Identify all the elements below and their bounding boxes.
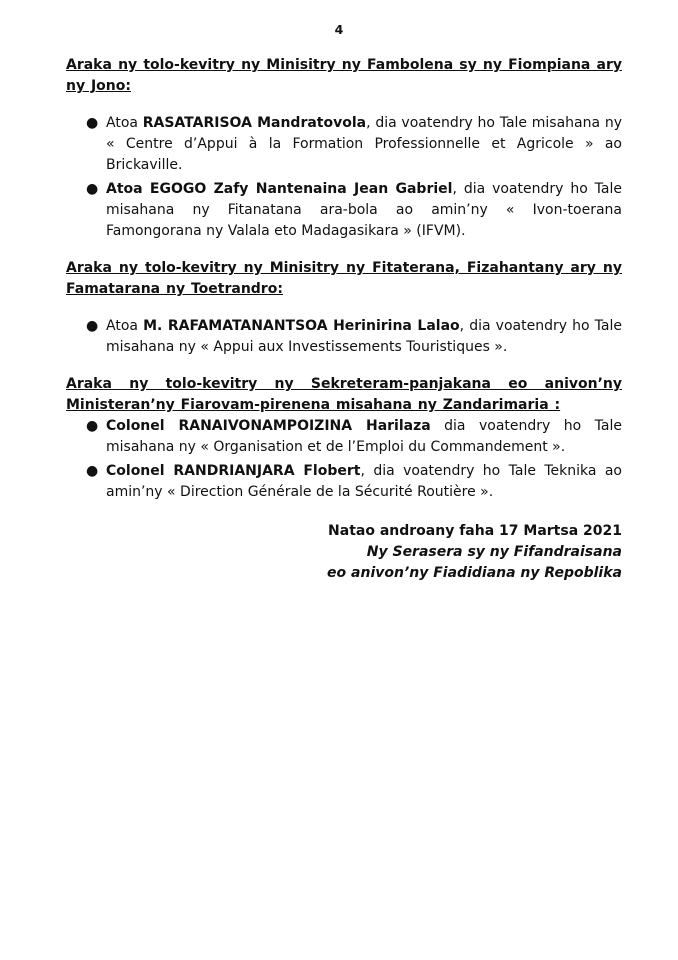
signature-office-sub: eo anivon’ny Fiadidiana ny Repoblika <box>327 565 622 581</box>
item-prefix: Atoa <box>106 318 144 334</box>
section-heading: Araka ny tolo-kevitry ny Minisitry ny Fitaterana, Fizahantany ary ny Famatarana ny Toetrandro: <box>66 260 622 297</box>
appointee-name: M. RAFAMATANANTSOA Herinirina Lalao <box>143 318 460 334</box>
section-agriculture <box>66 55 622 242</box>
section-heading: Araka ny tolo-kevitry ny Minisitry ny Fambolena sy ny Fiompiana ary ny Jono: <box>66 57 622 94</box>
item-text: dia voatendry ho Tale misahana ny « Organisation et de l’Emploi du Commandement ». <box>106 418 622 455</box>
appointment-list <box>66 416 622 503</box>
bullet-icon: ● <box>86 115 99 131</box>
list-item <box>66 179 622 242</box>
list-item <box>66 113 622 176</box>
signature-date: Natao androany faha 17 Martsa 2021 <box>328 523 622 539</box>
bullet-icon: ● <box>86 418 99 434</box>
bullet-icon: ● <box>86 463 99 479</box>
list-item <box>66 461 622 503</box>
list-item <box>66 316 622 358</box>
bullet-icon: ● <box>86 318 99 334</box>
appointee-name: Colonel RANAIVONAMPOIZINA Harilaza <box>106 418 431 434</box>
item-text: , dia voatendry ho Tale misahana ny « Centre d’Appui à la Formation Professionnelle et Agricole » ao Brickaville. <box>106 115 622 173</box>
item-prefix: Atoa <box>106 115 143 131</box>
signature-block <box>66 521 622 584</box>
item-text: , dia voatendry ho Tale misahana ny « Appui aux Investissements Touristiques ». <box>106 318 622 355</box>
appointment-list <box>66 113 622 242</box>
appointee-name: RASATARISOA Mandratovola <box>142 115 367 131</box>
item-text: , dia voatendry ho Tale Teknika ao amin’ny « Direction Générale de la Sécurité Routière ». <box>106 463 622 500</box>
appointee-name: Colonel RANDRIANJARA Flobert <box>106 463 361 479</box>
appointment-list <box>66 316 622 358</box>
section-heading: Araka ny tolo-kevitry ny Sekreteram-panjakana eo anivon’ny Ministeran’ny Fiarovam-pirenena misahana ny Zandarimaria : <box>66 376 622 413</box>
bullet-icon: ● <box>86 181 99 197</box>
section-gendarmerie <box>66 374 622 503</box>
list-item <box>66 416 622 458</box>
section-transport <box>66 258 622 358</box>
signature-office: Ny Serasera sy ny Fifandraisana <box>366 544 622 560</box>
page-number: 4 <box>334 22 344 37</box>
item-text: , dia voatendry ho Tale misahana ny Fitanatana ara-bola ao amin’ny « Ivon-toerana Famongorana ny Valala eto Madagasikara » (IFVM). <box>106 181 622 239</box>
document-body <box>66 55 622 584</box>
appointee-name: Atoa EGOGO Zafy Nantenaina Jean Gabriel <box>106 181 453 197</box>
